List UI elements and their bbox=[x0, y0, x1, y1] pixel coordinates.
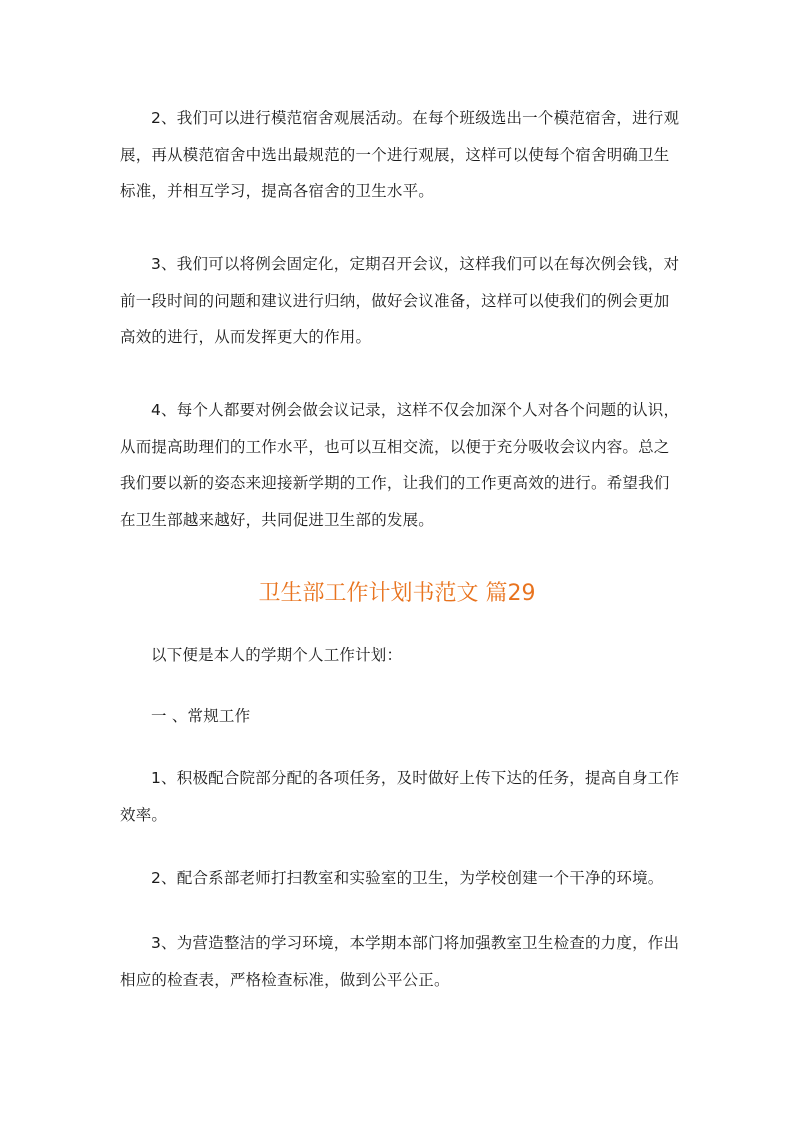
section-heading: 卫生部工作计划书范文 篇29 bbox=[258, 581, 536, 606]
paragraph-item-1: 1、积极配合院部分配的各项任务，及时做好上传下达的任务，提高自身工作效率。 bbox=[120, 769, 680, 824]
paragraph-meeting-records: 4、每个人都要对例会做会议记录，这样不仅会加深个人对各个问题的认识，从而提高助理们的工作水平，也可以互相交流，以便于充分吸收会议内容。总之我们要以新的姿态来迎接新学期的工作，让我们的工作更高效的进行。希望我们在卫生部越来越好，共同促进卫生部的发展。 bbox=[120, 401, 680, 529]
paragraph-item-3: 3、为营造整洁的学习环境，本学期本部门将加强教室卫生检查的力度，作出相应的检查表，严格检查标准，做到公平公正。 bbox=[120, 934, 680, 989]
paragraph-model-dorm: 2、我们可以进行模范宿舍观展活动。在每个班级选出一个模范宿舍，进行观展，再从模范宿舍中选出最规范的一个进行观展，这样可以使每个宿舍明确卫生标准，并相互学习，提高各宿舍的卫生水平。 bbox=[120, 109, 680, 200]
paragraph-intro: 以下便是本人的学期个人工作计划： bbox=[151, 646, 403, 664]
paragraph-section-routine: 一 、常规工作 bbox=[151, 707, 251, 725]
paragraph-item-2: 2、配合系部老师打扫教室和实验室的卫生，为学校创建一个干净的环境。 bbox=[151, 869, 664, 887]
paragraph-regular-meetings: 3、我们可以将例会固定化，定期召开会议，这样我们可以在每次例会钱，对前一段时间的问题和建议进行归纳，做好会议准备，这样可以使我们的例会更加高效的进行，从而发挥更大的作用。 bbox=[120, 255, 680, 346]
